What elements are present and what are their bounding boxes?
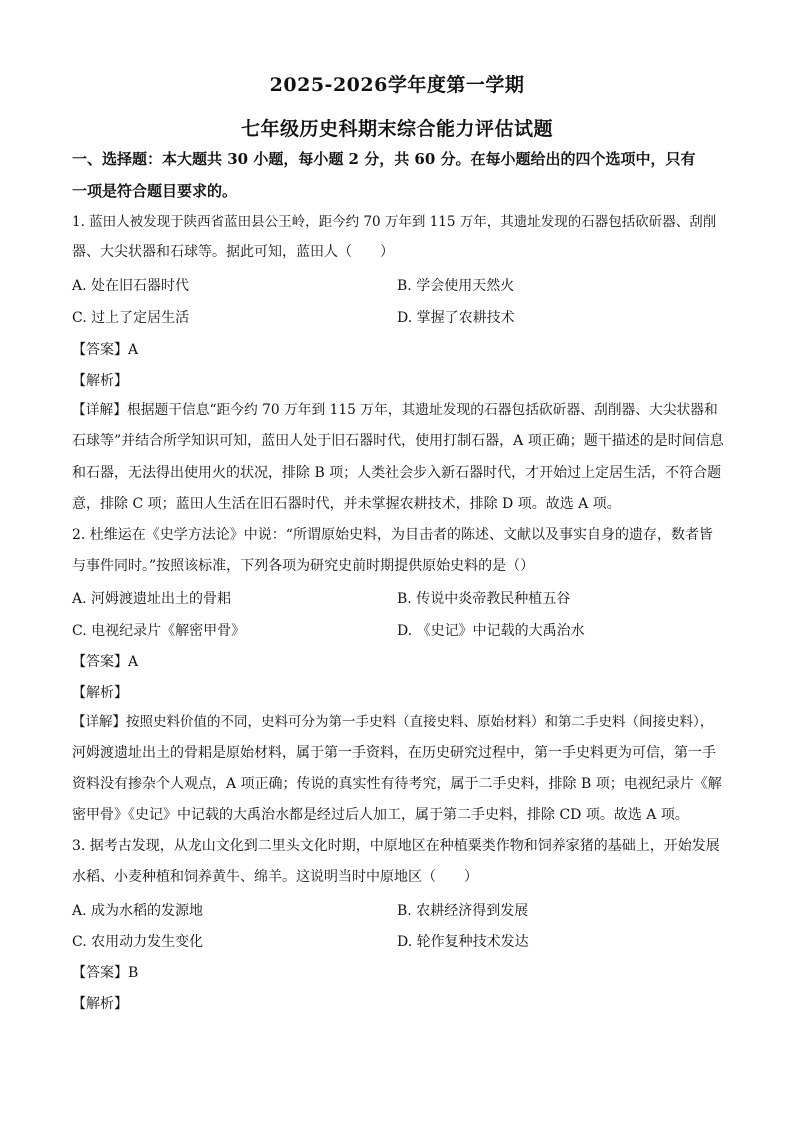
q2-detail-line4: 密甲骨》《史记》中记载的大禹治水都是经过后人加工，属于第二手史料，排除 CD 项。故选 A 项。: [72, 807, 689, 823]
q2-detail-line3: 资料没有掺杂个人观点，A 项正确；传说的真实性有待考究，属于二手史料，排除 B 项；电视纪录片《解: [72, 776, 722, 792]
q3-analysis-label: 【解析】: [72, 996, 128, 1012]
q1-detail-line2: 石球等”并结合所学知识可知，蓝田人处于旧石器时代，使用打制石器，A 项正确；题干描述的是时间信息: [72, 433, 724, 449]
q1-option-c: C. 过上了定居生活: [72, 310, 190, 326]
exam-subject-title: 七年级历史科期末综合能力评估试题: [240, 118, 553, 140]
q1-option-a: A. 处在旧石器时代: [72, 278, 190, 294]
q2-stem-line1: 2. 杜维运在《史学方法论》中说：“所谓原始史料，为目击者的陈述、文献以及事实自身的遗存，数者皆: [72, 527, 713, 543]
q3-option-b: B. 农耕经济得到发展: [397, 903, 529, 919]
q2-option-c: C. 电视纪录片《解密甲骨》: [72, 623, 246, 639]
q3-answer: 【答案】B: [72, 965, 139, 981]
q2-answer: 【答案】A: [72, 654, 139, 670]
q1-analysis-label: 【解析】: [72, 373, 128, 389]
exam-year-title: 2025-2026学年度第一学期: [269, 74, 525, 96]
q1-detail-line1: 【详解】根据题干信息“距今约 70 万年到 115 万年，其遗址发现的石器包括砍斫器、刮削器、大尖状器和: [72, 402, 718, 418]
q1-option-d: D. 掌握了农耕技术: [397, 310, 515, 326]
q3-option-d: D. 轮作复种技术发达: [397, 934, 529, 950]
section-heading-line2: 一项是符合题目要求的。: [72, 182, 238, 200]
q1-answer: 【答案】A: [72, 342, 139, 358]
q2-option-a: A. 河姆渡遗址出土的骨耜: [72, 591, 232, 607]
q2-stem-line2: 与事件同时。”按照该标准，下列各项为研究史前时期提供原始史料的是（）: [72, 558, 535, 574]
q1-stem-line2: 器、大尖状器和石球等。据此可知，蓝田人（ ）: [72, 244, 394, 260]
q2-analysis-label: 【解析】: [72, 685, 128, 701]
q1-detail-line3: 和石器，无法得出使用火的状况，排除 B 项；人类社会步入新石器时代，才开始过上定居生活，不符合题: [72, 465, 722, 481]
q1-stem-line1: 1. 蓝田人被发现于陕西省蓝田县公王岭，距今约 70 万年到 115 万年，其遗址发现的石器包括砍斫器、刮削: [72, 214, 717, 230]
section-heading-line1: 一、选择题：本大题共 30 小题，每小题 2 分，共 60 分。在每小题给出的四个选项中，只有: [72, 150, 696, 168]
q2-option-b: B. 传说中炎帝教民种植五谷: [397, 591, 571, 607]
q1-option-b: B. 学会使用天然火: [397, 278, 515, 294]
q3-stem-line2: 水稻、小麦种植和饲养黄牛、绵羊。这说明当时中原地区（ ）: [72, 869, 478, 885]
q1-detail-line4: 意，排除 C 项；蓝田人生活在旧石器时代，并未掌握农耕技术，排除 D 项。故选 A 项。: [72, 496, 621, 512]
q3-stem-line1: 3. 据考古发现，从龙山文化到二里头文化时期，中原地区在种植粟类作物和饲养家猪的基础上，开始发展: [72, 838, 720, 854]
q2-option-d: D. 《史记》中记载的大禹治水: [397, 623, 585, 639]
q2-detail-line1: 【详解】按照史料价值的不同，史料可分为第一手史料（直接史料、原始材料）和第二手史料（间接史料），: [72, 714, 714, 730]
q3-option-c: C. 农用动力发生变化: [72, 934, 204, 950]
q3-option-a: A. 成为水稻的发源地: [72, 903, 204, 919]
q2-detail-line2: 河姆渡遗址出土的骨耜是原始材料，属于第一手资料，在历史研究过程中，第一手史料更为可信，第一手: [72, 745, 716, 761]
